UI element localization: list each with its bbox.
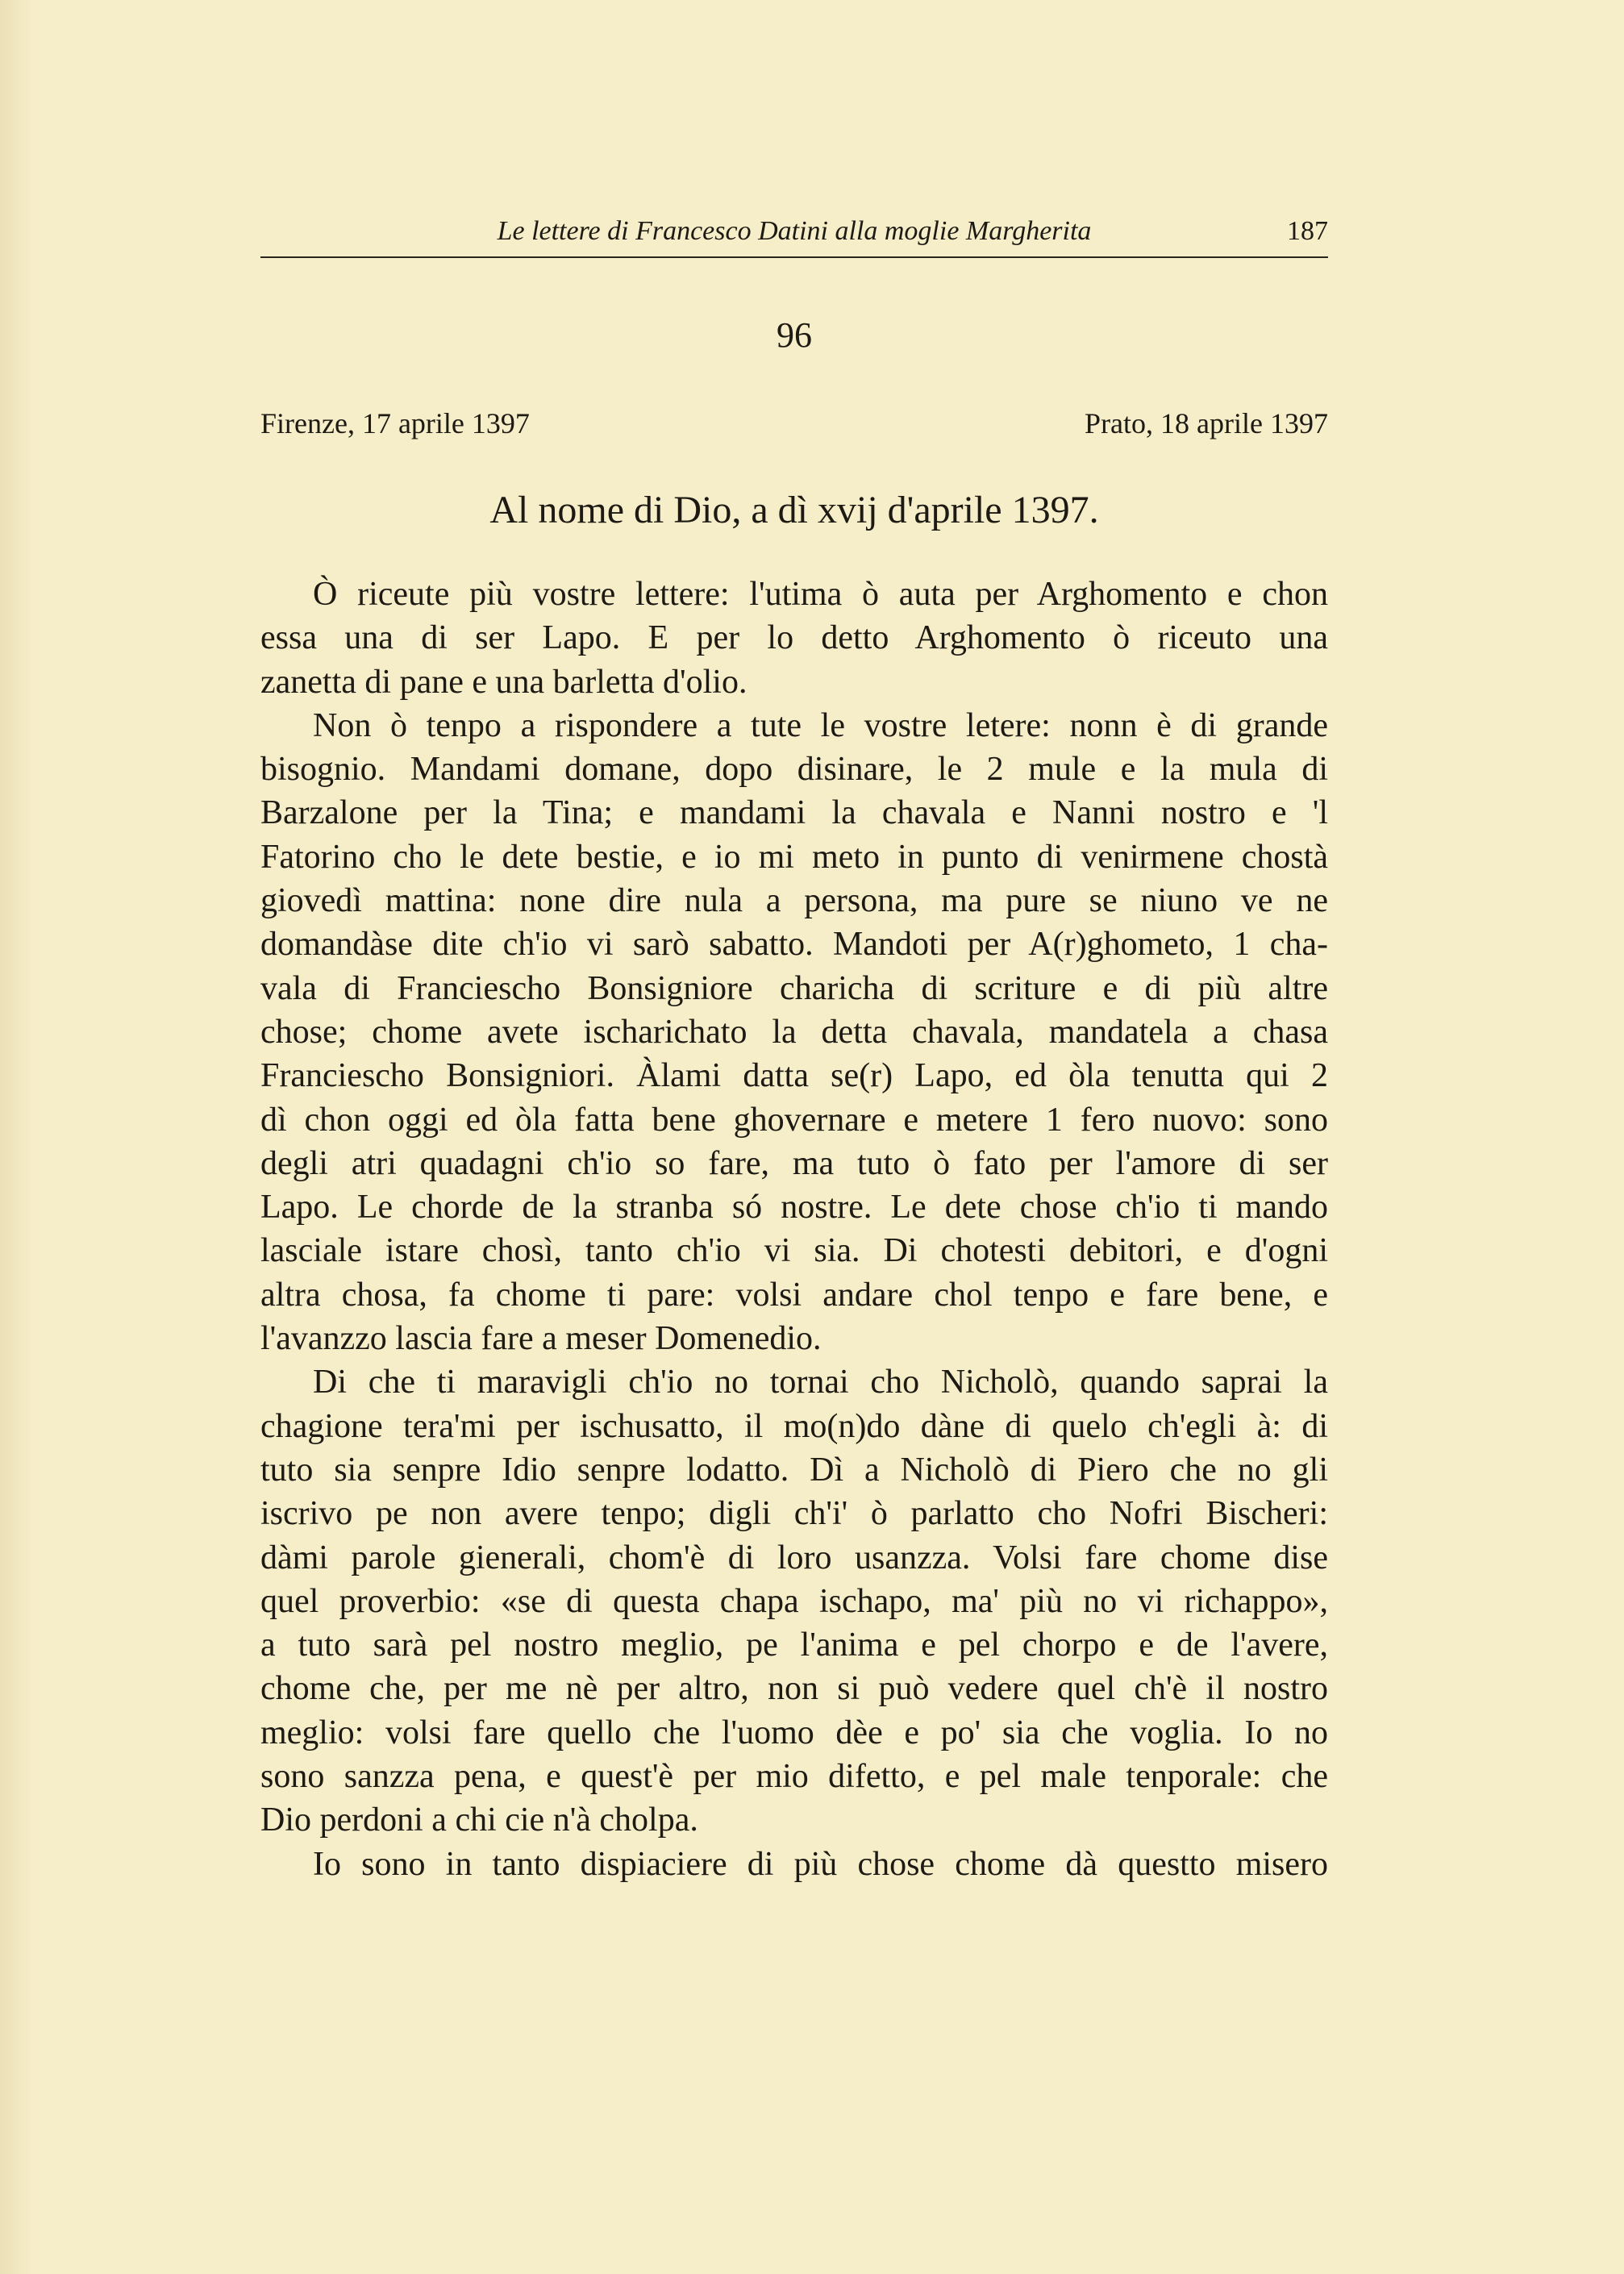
letter-number: 96 xyxy=(777,315,812,355)
text-line: Ò riceute più vostre lettere: l'utima ò auta per Arghomento e chon xyxy=(313,576,1328,613)
text-line: dì chon oggi ed òla fatta bene ghovernare e metere 1 fero nuovo: sono xyxy=(260,1101,1328,1139)
date-received: Prato, 18 aprile 1397 xyxy=(1085,407,1328,439)
paragraph xyxy=(260,1843,1328,1886)
text-line: tuto sia senpre Idio senpre lodatto. Dì a Nicholò di Piero che no gli xyxy=(260,1451,1328,1489)
text-line: Franciescho Bonsigniori. Àlami datta se(r) Lapo, ed òla tenutta qui 2 xyxy=(260,1057,1328,1095)
text-line: a tuto sarà pel nostro meglio, pe l'anima e pel chorpo e de l'avere, xyxy=(260,1626,1328,1664)
text-line: domandàse dite ch'io vi sarò sabatto. Mandoti per A(r)ghometo, 1 cha- xyxy=(260,926,1328,964)
text-line: l'avanzzo lascia fare a meser Domenedio. xyxy=(260,1320,822,1358)
letter-invocation: Al nome di Dio, a dì xvij d'aprile 1397. xyxy=(489,489,1099,531)
text-line: Lapo. Le chorde de la stranba só nostre. Le dete chose ch'io ti mando xyxy=(260,1189,1328,1227)
text-line: dàmi parole gienerali, chom'è di loro usanzza. Volsi fare chome dise xyxy=(260,1539,1328,1576)
text-line: Di che ti maravigli ch'io no tornai cho Nicholò, quando saprai la xyxy=(313,1364,1328,1401)
text-line: giovedì mattina: none dire nula a persona, ma pure se niuno ve ne xyxy=(260,882,1328,920)
paragraph xyxy=(260,1360,1328,1842)
text-line: meglio: volsi fare quello che l'uomo dèe e po' sia che voglia. Io no xyxy=(260,1714,1328,1751)
text-line: sono sanzza pena, e quest'è per mio difetto, e pel male tenporale: che xyxy=(260,1758,1328,1796)
text-line: iscrivo pe non avere tenpo; digli ch'i' ò parlatto cho Nofri Bischeri: xyxy=(260,1495,1328,1533)
date-sent: Firenze, 17 aprile 1397 xyxy=(260,407,530,439)
running-title: Le lettere di Francesco Datini alla moglie Margherita xyxy=(497,216,1092,246)
text-line: chagione tera'mi per ischusatto, il mo(n)do dàne di quelo ch'egli à: di xyxy=(260,1407,1328,1445)
letter-body xyxy=(260,573,1328,1886)
paragraph xyxy=(260,573,1328,704)
page-binding-shadow xyxy=(0,0,32,2274)
text-line: Barzalone per la Tina; e mandami la chavala e Nanni nostro e 'l xyxy=(260,794,1328,832)
text-line: chose; chome avete ischarichato la detta chavala, mandatela a chasa xyxy=(260,1013,1328,1051)
text-line: Fatorino cho le dete bestie, e io mi meto in punto di venirmene chostà xyxy=(260,838,1328,876)
page-number: 187 xyxy=(1287,216,1328,246)
text-line: chome che, per me nè per altro, non si può vedere quel ch'è il nostro xyxy=(260,1670,1328,1708)
text-line: Dio perdoni a chi cie n'à cholpa. xyxy=(260,1801,698,1839)
text-line: bisognio. Mandami domane, dopo disinare, le 2 mule e la mula di xyxy=(260,751,1328,789)
paragraph xyxy=(260,704,1328,1360)
text-line: Non ò tenpo a rispondere a tute le vostre letere: nonn è di grande xyxy=(313,706,1328,744)
text-line: degli atri quadagni ch'io so fare, ma tuto ò fato per l'amore di ser xyxy=(260,1144,1328,1182)
running-header xyxy=(260,216,1328,258)
text-line: altra chosa, fa chome ti pare: volsi andare chol tenpo e fare bene, e xyxy=(260,1276,1328,1314)
text-line: lasciale istare chosì, tanto ch'io vi sia. Di chotesti debitori, e d'ogni xyxy=(260,1232,1328,1270)
text-line: quel proverbio: «se di questa chapa ischapo, ma' più no vi richappo», xyxy=(260,1582,1328,1620)
text-line: Io sono in tanto dispiaciere di più chose chome dà questto misero xyxy=(313,1845,1328,1883)
text-line: essa una di ser Lapo. E per lo detto Arghomento ò riceuto una xyxy=(260,619,1328,657)
text-line: zanetta di pane e una barletta d'olio. xyxy=(260,663,747,701)
text-line: vala di Franciescho Bonsigniore charicha di scriture e di più altre xyxy=(260,969,1328,1007)
